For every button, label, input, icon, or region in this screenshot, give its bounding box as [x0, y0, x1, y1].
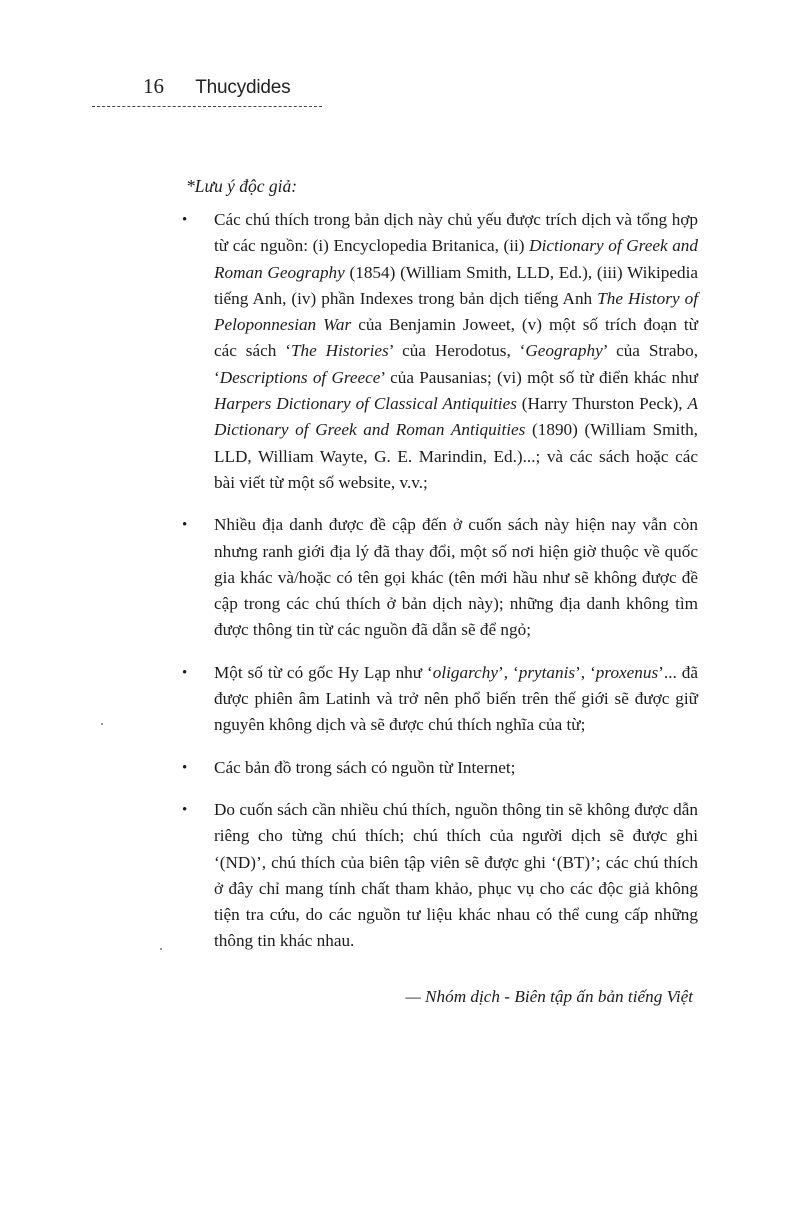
italic-title-text: oligarchy	[432, 662, 499, 682]
note-text: (1890) (William Smith, LLD, William Wayte, G. E. Marindin, Ed.)...; và các sách hoặc các bài viết từ một số website, v.v.;	[214, 420, 698, 492]
italic-title-text: prytanis	[518, 662, 576, 682]
bullet-icon: •	[182, 517, 188, 534]
note-item	[178, 755, 698, 781]
note-text: ’ của Pausanias; (vi) một số từ điển khác như	[380, 367, 698, 387]
note-text: của Benjamin Joweet, (v) một số trích đoạn từ các sách ‘	[214, 315, 698, 361]
italic-title-text: Dictionary of Greek and Roman Geography	[214, 236, 698, 282]
scan-speck	[160, 948, 162, 950]
italic-title-text: Descriptions of Greece	[219, 367, 381, 387]
note-item	[178, 207, 698, 496]
note-text: ’, ‘	[575, 662, 596, 682]
note-text: (Harry Thurston Peck),	[516, 394, 688, 414]
note-text: Nhiều địa danh được đề cập đến ở cuốn sách này hiện nay vẫn còn nhưng ranh giới địa lý đã thay đổi, một số nơi hiện giờ thuộc về quốc gia khác và/hoặc có tên gọi khác (tên mới hầu như sẽ không được đề cập trong các chú thích ở bản dịch này); những địa danh không tìm được thông tin từ các nguồn đã dẫn sẽ để ngỏ;	[214, 515, 698, 640]
italic-title-text: The History of Peloponnesian War	[214, 288, 698, 335]
bullet-icon: •	[182, 212, 188, 228]
note-text: Các chú thích trong bản dịch này chủ yếu được trích dịch và tổng hợp từ các nguồn: (i) Encyclopedia Britanica, (ii)	[214, 210, 698, 256]
bullet-icon: •	[182, 664, 188, 681]
header-divider	[92, 106, 322, 107]
note-item	[178, 660, 698, 739]
bullet-icon: •	[182, 801, 188, 818]
italic-title-text: proxenus	[595, 662, 659, 682]
note-text: ’ của Herodotus, ‘	[388, 341, 526, 361]
page-number: 16	[143, 74, 164, 98]
page-header	[143, 74, 290, 99]
note-text: (1854) (William Smith, LLD, Ed.), (iii) Wikipedia tiếng Anh, (iv) phần Indexes trong bản dịch tiếng Anh	[214, 262, 698, 308]
italic-title-text: A Dictionary of Greek and Roman Antiquities	[214, 394, 698, 440]
scan-speck	[101, 723, 103, 725]
note-item	[178, 512, 698, 643]
note-title: *Lưu ý độc giả:	[186, 176, 298, 196]
note-text: Một số từ có gốc Hy Lạp như ‘	[214, 662, 433, 682]
note-text: Do cuốn sách cần nhiều chú thích, nguồn thông tin sẽ không được dẫn riêng cho từng chú thích; chú thích của người dịch sẽ được ghi ‘(ND)’, chú thích của biên tập viên sẽ được ghi ‘(BT)’; các chú thích ở đây chỉ mang tính chất tham khảo, phục vụ cho các độc giả không tiện tra cứu, do các nguồn tư liệu khác nhau có thể cung cấp những thông tin khác nhau.	[214, 799, 698, 951]
note-text: ’ của Strabo, ‘	[214, 341, 699, 387]
italic-title-text: Geography	[525, 341, 603, 361]
notes-list	[178, 207, 698, 971]
bullet-icon: •	[182, 759, 188, 776]
italic-title-text: The Histories	[290, 341, 389, 361]
note-item	[178, 797, 698, 955]
note-text: Các bản đồ trong sách có nguồn từ Internet;	[214, 757, 516, 777]
note-text: ’, ‘	[498, 662, 519, 682]
running-head: Thucydides	[195, 77, 291, 98]
note-text: ’... đã được phiên âm Latinh và trở nên phổ biến trên thế giới sẽ được giữ nguyên không dịch và sẽ được chú thích nghĩa của từ;	[214, 662, 698, 735]
italic-title-text: Harpers Dictionary of Classical Antiquities	[214, 394, 517, 414]
signature: — Nhóm dịch - Biên tập ấn bản tiếng Việt	[405, 987, 693, 1006]
